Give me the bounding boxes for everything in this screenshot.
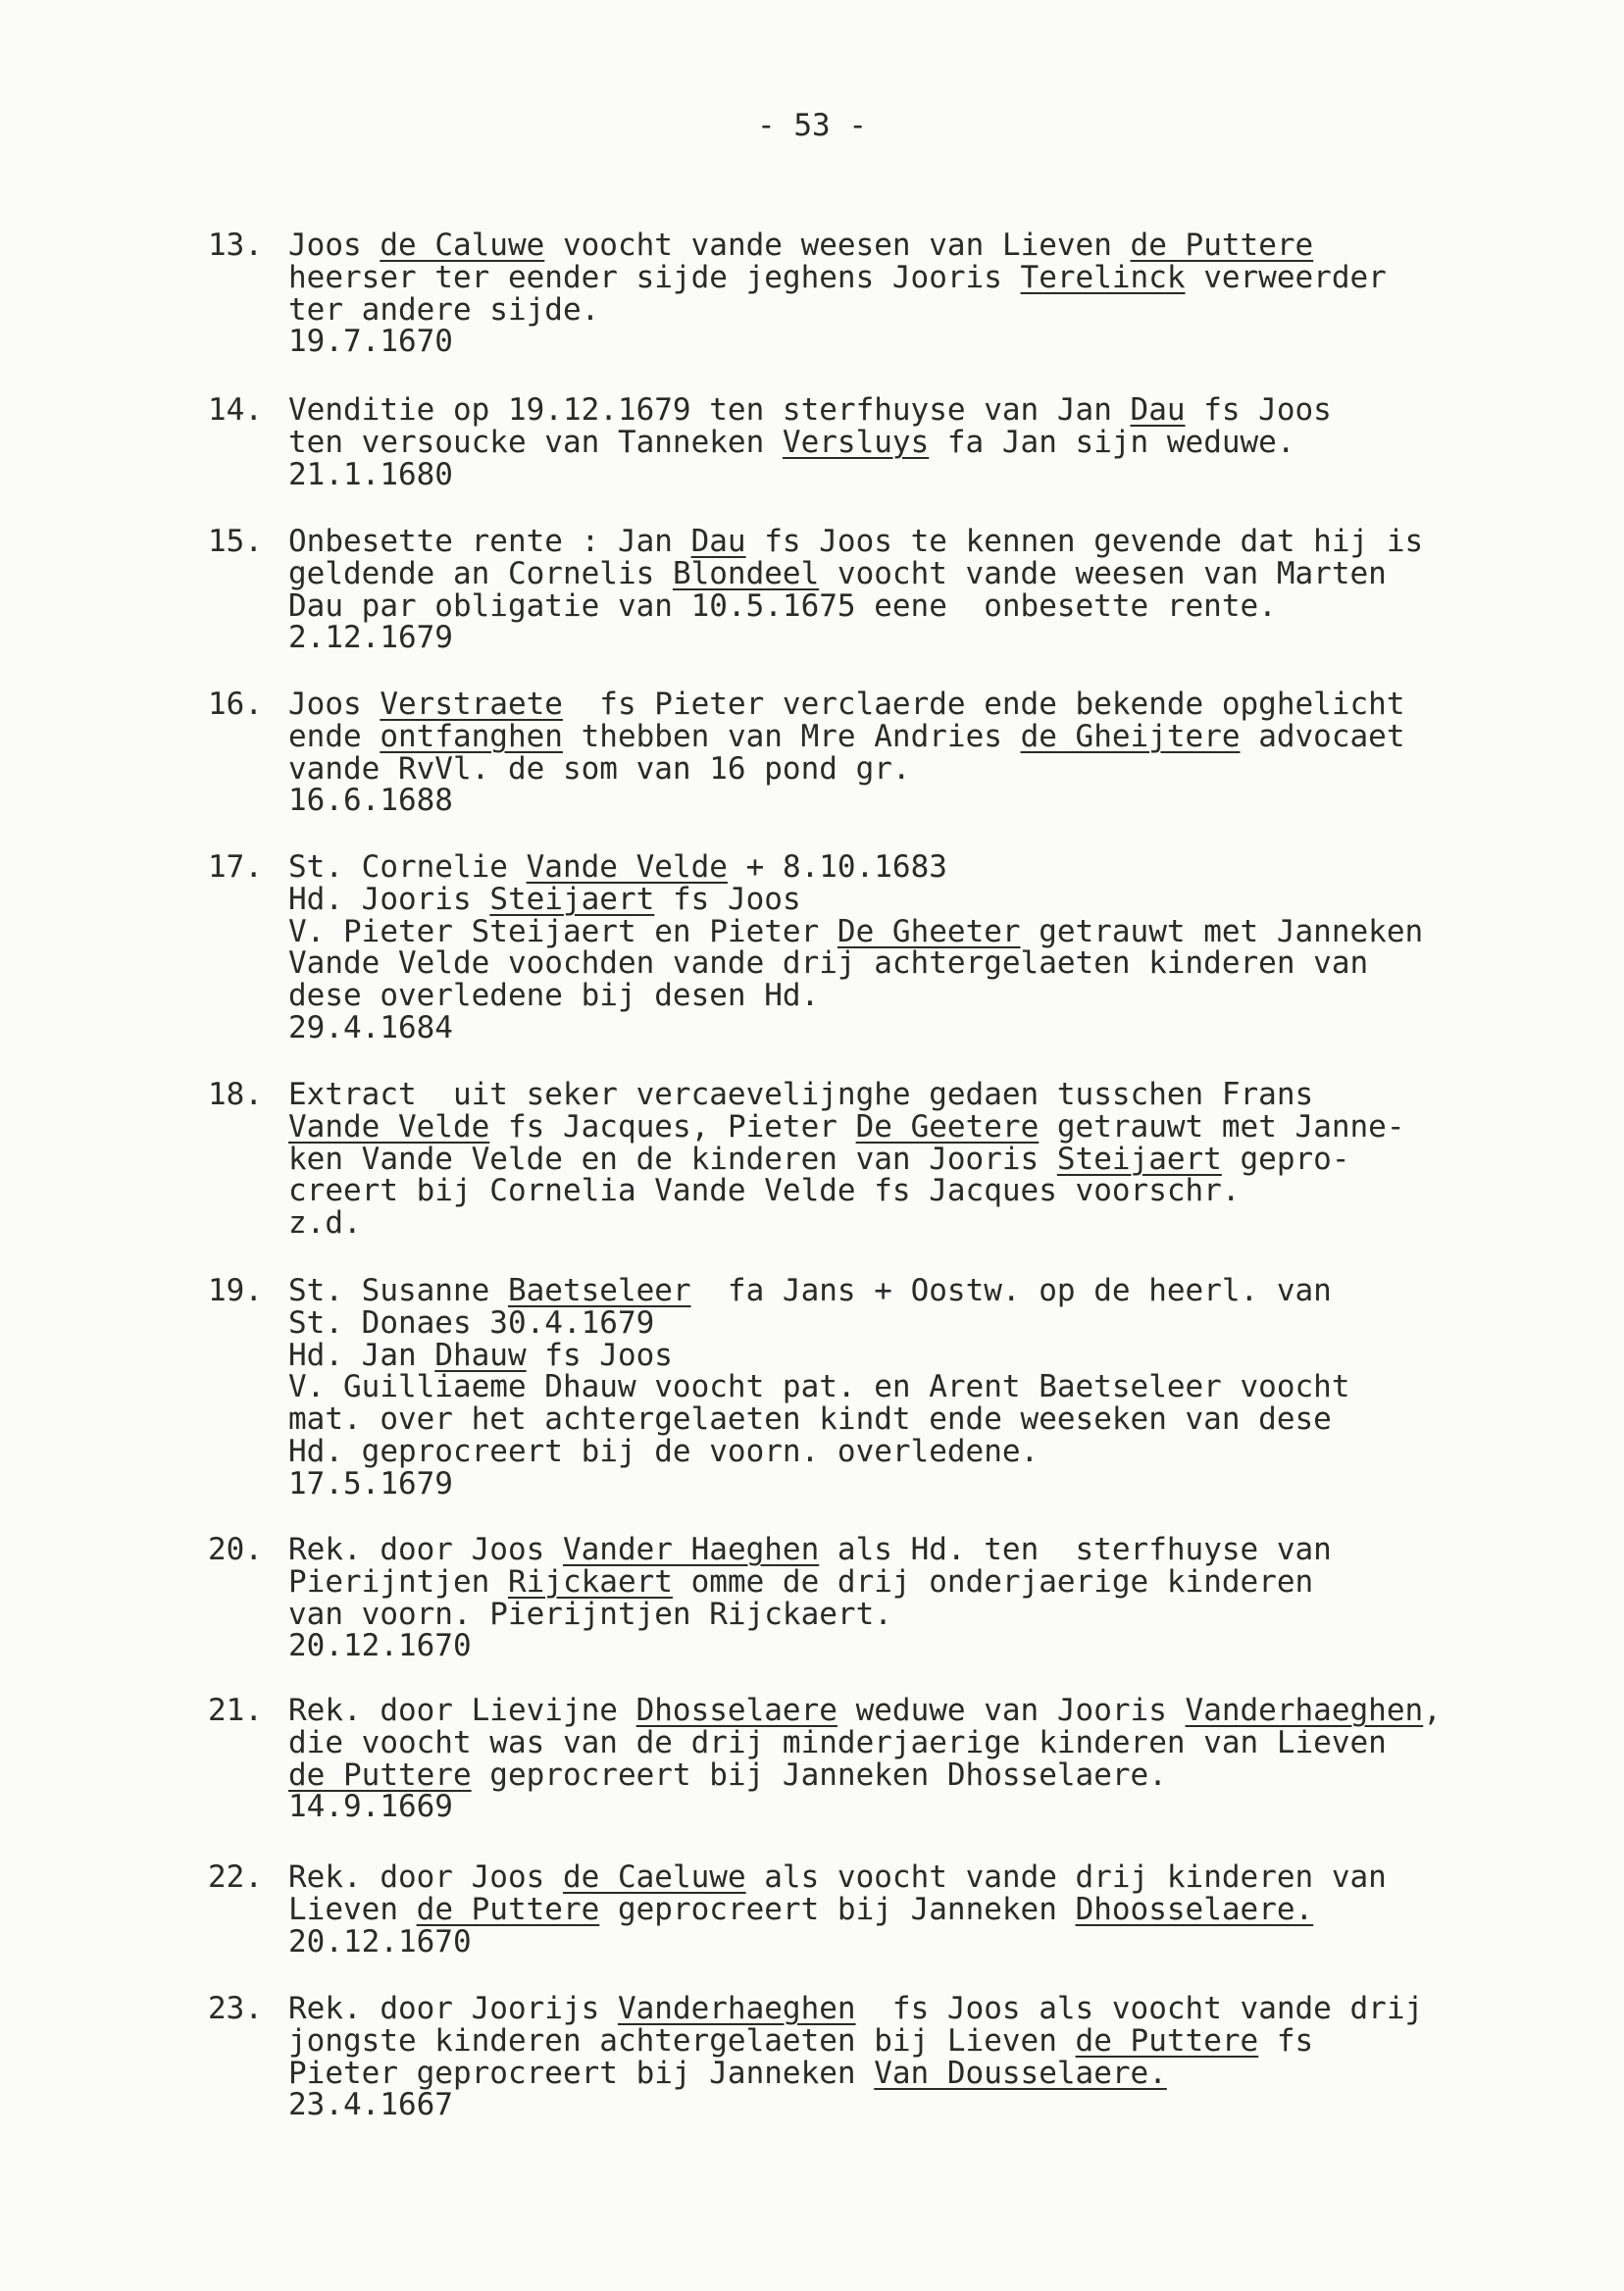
underlined-name: Blondeel bbox=[672, 555, 820, 591]
text-segment: St. Cornelie bbox=[288, 849, 527, 885]
underlined-name: Baetseleer bbox=[507, 1273, 691, 1308]
entry-number: 21. bbox=[208, 1693, 263, 1728]
entry-text bbox=[288, 526, 1563, 654]
text-line bbox=[288, 1009, 1563, 1045]
entry-number: 15. bbox=[208, 524, 263, 559]
entry-text bbox=[288, 394, 1563, 490]
entry-text bbox=[288, 1275, 1563, 1501]
text-segment: 23.4.1667 bbox=[288, 2087, 453, 2123]
text-line bbox=[288, 555, 1563, 591]
underlined-name: Vander Haeghen bbox=[562, 1532, 820, 1567]
text-line bbox=[288, 326, 1563, 358]
text-segment: + 8.10.1683 bbox=[727, 849, 947, 885]
text-line bbox=[288, 229, 1563, 262]
text-line bbox=[288, 688, 1563, 721]
underlined-name: Steijaert bbox=[1056, 1141, 1222, 1177]
entry-number: 20. bbox=[208, 1532, 263, 1567]
text-line bbox=[288, 1923, 1563, 1960]
text-segment: dese overledene bij desen Hd. bbox=[288, 978, 820, 1014]
text-segment: gepro- bbox=[1221, 1141, 1350, 1177]
text-line bbox=[288, 1175, 1563, 1207]
text-line bbox=[288, 1724, 1563, 1760]
text-segment: fs Joos bbox=[526, 1337, 673, 1373]
text-segment: fs Joos bbox=[1185, 392, 1332, 428]
text-segment: fs bbox=[1258, 2022, 1314, 2059]
text-segment: getrauwt met Janne- bbox=[1039, 1108, 1405, 1145]
text-line bbox=[288, 1695, 1563, 1727]
text-line bbox=[288, 851, 1563, 884]
text-segment: voocht vande weesen van Marten bbox=[819, 555, 1387, 591]
text-line bbox=[288, 718, 1563, 754]
text-segment: ken Vande Velde en de kinderen van Jooris bbox=[288, 1141, 1057, 1177]
text-line bbox=[288, 785, 1563, 817]
underlined-name: Vande Velde bbox=[526, 849, 728, 885]
text-segment: V. Pieter Steijaert en Pieter bbox=[288, 913, 837, 949]
text-line bbox=[288, 750, 1563, 787]
entry-number: 14. bbox=[208, 392, 263, 428]
underlined-name: de Puttere bbox=[416, 1891, 600, 1927]
text-segment: fs Joos als voocht vande drij bbox=[855, 1991, 1424, 2026]
text-segment: fa Jans + Oostw. op de heerl. van bbox=[690, 1273, 1332, 1308]
text-line bbox=[288, 456, 1563, 492]
text-segment: fs Pieter verclaerde ende bekende opghelicht bbox=[562, 687, 1405, 722]
text-segment: getrauwt met Janneken bbox=[1020, 913, 1424, 949]
text-line bbox=[288, 1891, 1563, 1927]
text-segment: jongste kinderen achtergelaeten bij Lieven bbox=[288, 2022, 1076, 2059]
text-segment: geprocreert bij Janneken bbox=[599, 1891, 1076, 1927]
text-segment: verweerder bbox=[1185, 259, 1387, 295]
text-line bbox=[288, 1596, 1563, 1632]
text-line bbox=[288, 526, 1563, 558]
underlined-name: Versluys bbox=[782, 424, 930, 460]
text-segment: St. Susanne bbox=[288, 1273, 508, 1308]
entry-text bbox=[288, 1695, 1563, 1823]
text-segment: V. Guilliaeme Dhauw voocht pat. en Arent Baetseleer voocht bbox=[288, 1369, 1350, 1405]
text-segment: Pierijntjen bbox=[288, 1563, 508, 1600]
entry-text bbox=[288, 229, 1563, 358]
text-line bbox=[288, 622, 1563, 654]
page-number: - 53 - bbox=[757, 108, 867, 143]
text-line bbox=[288, 1791, 1563, 1823]
text-segment: omme de drij onderjaerige kinderen bbox=[672, 1563, 1314, 1600]
entry-number: 23. bbox=[208, 1991, 263, 2026]
text-segment: vande RvVl. de som van 16 pond gr. bbox=[288, 750, 911, 787]
text-segment: mat. over het achtergelaeten kindt ende weeseken van dese bbox=[288, 1401, 1332, 1438]
text-segment: 21.1.1680 bbox=[288, 456, 453, 492]
text-line bbox=[288, 980, 1563, 1012]
underlined-name: Dhoosselaere. bbox=[1075, 1891, 1314, 1927]
text-segment: creert bij Cornelia Vande Velde fs Jacques voorschr. bbox=[288, 1173, 1241, 1209]
entry-number: 19. bbox=[208, 1273, 263, 1308]
text-line bbox=[288, 1275, 1563, 1307]
entry-number: 18. bbox=[208, 1077, 263, 1112]
text-line bbox=[288, 1861, 1563, 1894]
text-line bbox=[288, 2089, 1563, 2121]
text-segment: Hd. geprocreert bij de voorn. overledene. bbox=[288, 1433, 1040, 1469]
text-segment: Rek. door Lievijne bbox=[288, 1693, 636, 1728]
text-segment: Dau par obligatie van 10.5.1675 eene onbesette rente. bbox=[288, 587, 1277, 624]
underlined-name: Dau bbox=[690, 524, 746, 559]
text-segment: z.d. bbox=[288, 1205, 362, 1242]
text-line bbox=[288, 1304, 1563, 1341]
text-segment: ten versoucke van Tanneken bbox=[288, 424, 783, 460]
underlined-name: Van Dousselaere. bbox=[874, 2055, 1167, 2091]
text-segment: weduwe van Jooris bbox=[837, 1693, 1186, 1728]
entry-number: 17. bbox=[208, 849, 263, 885]
text-segment: thebben van Mre Andries bbox=[562, 718, 1021, 754]
text-segment: Venditie op 19.12.1679 ten sterfhuyse van Jan bbox=[288, 392, 1131, 428]
underlined-name: Vanderhaeghen bbox=[1185, 1693, 1424, 1728]
text-line bbox=[288, 587, 1563, 624]
entry-number: 22. bbox=[208, 1859, 263, 1895]
text-line bbox=[288, 259, 1563, 295]
entry-number: 16. bbox=[208, 687, 263, 722]
underlined-name: ontfanghen bbox=[380, 718, 563, 754]
text-segment: Rek. door Joorijs bbox=[288, 1991, 618, 2026]
text-segment: advocaet bbox=[1240, 718, 1405, 754]
text-line bbox=[288, 291, 1563, 328]
underlined-name: Dhosselaere bbox=[635, 1693, 837, 1728]
text-segment: 17.5.1679 bbox=[288, 1465, 453, 1502]
text-segment: 16.6.1688 bbox=[288, 783, 453, 819]
text-line bbox=[288, 1337, 1563, 1373]
entry-text bbox=[288, 1534, 1563, 1662]
text-line bbox=[288, 2022, 1563, 2059]
text-line bbox=[288, 1403, 1563, 1436]
entry-text bbox=[288, 851, 1563, 1044]
text-segment: geprocreert bij Janneken Dhosselaere. bbox=[471, 1756, 1167, 1793]
text-segment: Lieven bbox=[288, 1891, 417, 1927]
text-segment: Joos bbox=[288, 228, 381, 263]
underlined-name: de Puttere bbox=[1130, 228, 1314, 263]
underlined-name: de Gheijtere bbox=[1020, 718, 1241, 754]
underlined-name: De Geetere bbox=[855, 1108, 1040, 1145]
text-segment: voocht vande weesen van Lieven bbox=[544, 228, 1131, 263]
underlined-name: De Gheeter bbox=[837, 913, 1021, 949]
underlined-name: Terelinck bbox=[1020, 259, 1186, 295]
text-segment: , bbox=[1423, 1693, 1442, 1728]
text-segment: ende bbox=[288, 718, 381, 754]
text-segment: Pieter geprocreert bij Janneken bbox=[288, 2055, 875, 2091]
text-line bbox=[288, 1993, 1563, 2025]
text-segment: fs Joos te kennen gevende dat hij is bbox=[745, 524, 1424, 559]
text-segment: fs Joos bbox=[654, 881, 801, 917]
text-line bbox=[288, 881, 1563, 917]
underlined-name: Verstraete bbox=[380, 687, 563, 722]
text-line bbox=[288, 1371, 1563, 1403]
text-segment: als Hd. ten sterfhuyse van bbox=[819, 1532, 1332, 1567]
text-line bbox=[288, 1433, 1563, 1469]
underlined-name: de Puttere bbox=[288, 1756, 472, 1793]
text-segment: Vande Velde voochden vande drij achtergelaeten kinderen van bbox=[288, 945, 1369, 982]
text-segment: die voocht was van de drij minderjaerige kinderen van Lieven bbox=[288, 1724, 1387, 1760]
text-segment: Rek. door Joos bbox=[288, 1859, 563, 1895]
entry-text bbox=[288, 1861, 1563, 1958]
text-segment: 14.9.1669 bbox=[288, 1789, 453, 1825]
text-segment: heerser ter eender sijde jeghens Jooris bbox=[288, 259, 1021, 295]
text-segment: 20.12.1670 bbox=[288, 1628, 472, 1664]
text-line bbox=[288, 1207, 1563, 1240]
underlined-name: Dau bbox=[1130, 392, 1186, 428]
entry-number: 13. bbox=[208, 228, 263, 263]
text-line bbox=[288, 1756, 1563, 1793]
text-segment: Hd. Jooris bbox=[288, 881, 490, 917]
entry-text bbox=[288, 1079, 1563, 1240]
text-segment: 20.12.1670 bbox=[288, 1923, 472, 1960]
text-segment: als voocht vande drij kinderen van bbox=[745, 1859, 1387, 1895]
text-line bbox=[288, 2055, 1563, 2091]
entry-text bbox=[288, 1993, 1563, 2121]
text-line bbox=[288, 394, 1563, 427]
text-line bbox=[288, 913, 1563, 949]
underlined-name: de Caeluwe bbox=[562, 1859, 746, 1895]
text-line bbox=[288, 1630, 1563, 1662]
text-line bbox=[288, 1563, 1563, 1600]
text-segment: Joos bbox=[288, 687, 381, 722]
text-segment: St. Donaes 30.4.1679 bbox=[288, 1304, 655, 1341]
text-segment: Hd. Jan bbox=[288, 1337, 435, 1373]
entry-text bbox=[288, 688, 1563, 817]
text-segment: 29.4.1684 bbox=[288, 1009, 453, 1045]
text-segment: Rek. door Joos bbox=[288, 1532, 563, 1567]
text-segment: 19.7.1670 bbox=[288, 324, 453, 360]
text-segment: ter andere sijde. bbox=[288, 291, 600, 328]
underlined-name: de Caluwe bbox=[380, 228, 545, 263]
text-line bbox=[288, 424, 1563, 460]
text-segment: van voorn. Pierijntjen Rijckaert. bbox=[288, 1596, 892, 1632]
text-segment: 2.12.1679 bbox=[288, 620, 453, 656]
text-segment: fs Jacques, Pieter bbox=[489, 1108, 856, 1145]
text-line bbox=[288, 1534, 1563, 1566]
underlined-name: Steijaert bbox=[489, 881, 655, 917]
text-line bbox=[288, 1108, 1563, 1145]
underlined-name: Dhauw bbox=[434, 1337, 527, 1373]
text-line bbox=[288, 1141, 1563, 1177]
text-line bbox=[288, 1465, 1563, 1502]
text-segment: Extract uit seker vercaevelijnghe gedaen tusschen Frans bbox=[288, 1077, 1314, 1112]
underlined-name: de Puttere bbox=[1075, 2022, 1259, 2059]
underlined-name: Vande Velde bbox=[288, 1108, 490, 1145]
text-segment: geldende an Cornelis bbox=[288, 555, 673, 591]
text-line bbox=[288, 947, 1563, 980]
text-segment: Onbesette rente : Jan bbox=[288, 524, 691, 559]
text-segment: fa Jan sijn weduwe. bbox=[929, 424, 1295, 460]
text-line bbox=[288, 1079, 1563, 1111]
underlined-name: Rijckaert bbox=[507, 1563, 673, 1600]
underlined-name: Vanderhaeghen bbox=[617, 1991, 856, 2026]
